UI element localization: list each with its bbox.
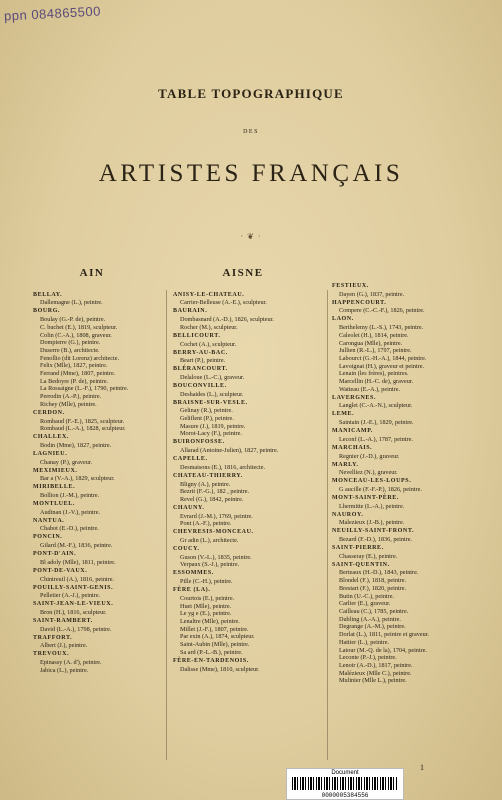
town-entry (173, 350, 323, 365)
artist-line: Verpaux (S.-J.), peintre. (180, 561, 240, 569)
town-name: CHEVRESIS-MONCEAU. (173, 529, 254, 536)
artist-line: Lenaltre (Mlle), peintre. (180, 617, 240, 625)
artist-line: Carlier (E.), graveur. (339, 600, 391, 608)
column-heading: AIN (79, 267, 105, 279)
town-entry (332, 545, 487, 560)
town-entry (33, 451, 161, 466)
column-divider (166, 290, 167, 760)
town-entry (332, 478, 487, 493)
artist-line: Pille (C.-H.), peintre. (180, 578, 233, 586)
artist-line: Degrange (A.-M.), peintre. (339, 623, 406, 631)
town-name: MONT-SAINT-PÈRE. (332, 494, 400, 501)
artist-line: Dallemagne (L.), peintre. (40, 299, 103, 307)
artist-line: Lhermitte (L.-A.), peintre. (339, 502, 405, 510)
artist-line: Gelinay (R.), peintre. (180, 407, 233, 415)
town-name: CHAUNY. (173, 504, 205, 511)
town-entry (173, 439, 323, 454)
artist-line: Lavoignat (H.), graveur et peintre. (339, 362, 425, 370)
town-entry (173, 366, 323, 381)
artist-line: Dorlat (L.), 1811, peintre et graveur. (339, 631, 429, 639)
town-entry (332, 428, 487, 443)
artist-line: La Rossaigne (L.-F.), 1790, peintre. (40, 385, 129, 393)
town-entry (173, 400, 323, 439)
town-entry (173, 570, 323, 585)
town-entry (332, 445, 487, 460)
town-entry (33, 585, 161, 600)
artist-line: Chanay (P.), graveur. (40, 458, 93, 466)
town-name: NAUROY. (332, 511, 364, 518)
column-divider (327, 290, 328, 760)
artist-line: Caleolet (H.), 1814, peintre. (339, 331, 409, 339)
town-name: CHATEAU-THIERRY. (173, 472, 243, 479)
artist-line: Boulay (G.-P. de), peintre. (40, 316, 106, 324)
town-name: BAURAIN. (173, 308, 208, 315)
column-aisne-continued (332, 283, 487, 686)
artist-line: Saint-Aubin (Mlle), peintre. (180, 641, 250, 649)
town-entry (33, 292, 161, 307)
artist-line: Malezieux (J.-B.), peintre. (339, 519, 405, 527)
town-name: ESSOMMES. (173, 570, 214, 577)
town-entry (173, 292, 323, 307)
town-name: LAGNIEU. (33, 450, 68, 457)
town-entry (33, 635, 161, 650)
town-name: CAPELLE. (173, 456, 208, 463)
artist-line: G aucille (F.-F.-P.), 1826, peintre. (339, 485, 422, 493)
town-entry (33, 651, 161, 674)
artist-line: Bezrit (F.-G.), 182 , peintre. (180, 488, 250, 496)
town-entry (173, 546, 323, 569)
artist-line: Bron (H.), 1816, sculpteur. (40, 608, 107, 616)
artist-line: Allarad (Antoine-Julien), 1827, peintre. (180, 447, 279, 455)
artist-line: Dalisse (Mme), 1810, sculpteur. (180, 665, 260, 673)
artist-line: Carrier-Belleuse (A.-E.), sculpteur. (180, 299, 267, 307)
artist-line: Evrard (J.-M.), 1769, peintre. (180, 512, 253, 520)
artist-line: Cochet (A.), sculpteur. (180, 340, 237, 348)
artist-line: Huet (Mlle), peintre. (180, 602, 232, 610)
town-entry (332, 562, 487, 685)
artist-line: Gilard (M.-F.), 1836, peintre. (40, 542, 113, 550)
town-name: BELLAY. (33, 291, 63, 298)
artist-line: Latour (M.-Q. de la), 1704, peintre. (339, 646, 427, 654)
title-line-2: DES (243, 129, 259, 135)
artist-line: Jabica (L.), peintre. (40, 666, 89, 674)
artist-line: Bezard (F.-D.), 1836, peintre. (339, 536, 413, 544)
town-entry (33, 534, 161, 549)
artist-line: C. buchet (E.), 1819, sculpteur. (40, 323, 118, 331)
artist-line: Deshaides (L.), sculpteur. (180, 390, 244, 398)
town-name: MARLY. (332, 461, 359, 468)
town-name: SAINT-JEAN-LE-VIEUX. (33, 601, 114, 608)
artist-line: Pelletier (A.-J.), peintre. (40, 592, 101, 600)
artist-line: Labourct (G.-H.-A.), 1844, peintre. (339, 354, 427, 362)
town-entry (173, 456, 323, 471)
town-name: POUILLY-SAINT-GENIS. (33, 584, 114, 591)
artist-line: Leconf (L.-A.), 1787, peintre. (339, 435, 413, 443)
artist-line: Watteau (E.-A.), peintre. (339, 385, 401, 393)
artist-line: Berthelemy (L.-S.), 1743, peintre. (339, 324, 424, 332)
town-entry (332, 300, 487, 315)
artist-line: Chasseray (E.), peintre. (339, 552, 398, 560)
town-entry (332, 395, 487, 410)
town-entry (332, 512, 487, 527)
artist-line: Chabot (E.-D.), peintre. (40, 525, 99, 533)
artist-line: Hattier (L.), peintre. (339, 638, 389, 646)
artist-line: Cailleau (C.), 1785, peintre. (339, 607, 409, 615)
town-entry (33, 551, 161, 566)
town-name: NEUILLY-SAINT-FRONT. (332, 528, 415, 535)
ornament-icon: · ❦ · (240, 232, 262, 241)
artist-line: Duserre (B.), architecte. (40, 346, 100, 354)
town-name: PONT-DE-VAUX. (33, 567, 88, 574)
town-entry (33, 308, 161, 408)
artist-line: Bodin (Mme), 1827, peintre. (40, 441, 112, 449)
artist-line: Lenoir (A.-D.), 1817, peintre. (339, 661, 413, 669)
artist-line: Chintreuil (A.), 1816, peintre. (40, 575, 115, 583)
artist-line: Berteaux (H.-D.), 1843, peintre. (339, 569, 419, 577)
town-entry (33, 618, 161, 633)
town-entry (33, 410, 161, 433)
town-name: BLÉRANCOURT. (173, 366, 228, 373)
town-name: SAINT-QUENTIN. (332, 561, 390, 568)
artist-line: Richey (Mlle), peintre. (40, 400, 97, 408)
artist-line: Saintain (J.-E.), 1829, peintre. (339, 419, 414, 427)
artist-line: Dubling (A.-A.), peintre. (339, 615, 401, 623)
town-name: MONTLUEL. (33, 501, 75, 508)
town-entry (33, 568, 161, 583)
artist-line: Gr adin (L.), architecte. (180, 537, 239, 545)
town-name: BERRY-AU-BAC. (173, 349, 228, 356)
town-entry (33, 434, 161, 449)
town-name: BELLICOURT. (173, 332, 221, 339)
title-line-1: TABLE TOPOGRAPHIQUE (158, 86, 344, 101)
town-entry (33, 601, 161, 616)
artist-line: Regnier (J.-D.), graveur. (339, 452, 400, 460)
artist-line: Dayen (G.), 1837, peintre. (339, 290, 405, 298)
town-name: MARCHAIS. (332, 444, 373, 451)
artist-line: Brestart (F.), 1820, peintre. (339, 584, 407, 592)
town-name: MIRIBELLE. (33, 484, 76, 491)
town-name: LAVERGNES. (332, 394, 377, 401)
town-entry (173, 505, 323, 528)
artist-line: Desmaisons (E.), 1816, architecte. (180, 463, 266, 471)
town-name: NANTUA. (33, 517, 65, 524)
artist-line: Rocher (M.), sculpteur. (180, 323, 238, 331)
barcode-label (286, 768, 404, 800)
town-name: BUIRONFOSSE. (173, 439, 225, 446)
town-entry (332, 495, 487, 510)
artist-line: Leconte (P.-J.), peintre. (339, 654, 397, 662)
artist-line: Geliflent (P.), peintre. (180, 415, 234, 423)
artist-line: Epinassy (A. d'), peintre. (40, 659, 102, 667)
town-name: MEXIMIEUX. (33, 467, 78, 474)
town-entry (33, 484, 161, 499)
town-entry (332, 316, 487, 393)
artist-line: Millet (J.-F.), 1807, peintre. (180, 625, 249, 633)
town-name: FÈRE-EN-TARDENOIS. (173, 657, 249, 664)
artist-line: Delaloue (L.-C.), graveur. (180, 373, 245, 381)
artist-line: Revel (G.), 1842, peintre. (180, 495, 244, 503)
barcode-icon (292, 777, 398, 790)
barcode-title: Document (331, 770, 359, 776)
artist-line: Le yg e (E.), peintre. (180, 610, 232, 618)
artist-line: Mulinier (Mlle L.), peintre. (339, 677, 407, 685)
town-entry (332, 528, 487, 543)
town-name: PONT-D'AIN. (33, 551, 77, 558)
artist-line: Par exin (A.), 1874, sculpteur. (180, 633, 255, 641)
town-name: MANICAMP. (332, 428, 374, 435)
town-entry (33, 518, 161, 533)
artist-line: Rombaud (F.-E.), 1825, sculpteur. (40, 417, 125, 425)
town-entry (173, 308, 323, 331)
town-name: SAINT-PIERRE. (332, 545, 384, 552)
town-entry (173, 383, 323, 398)
artist-line: Lenain (les frères), peintres. (339, 370, 409, 378)
town-name: CHALLEX. (33, 434, 69, 441)
town-entry (33, 501, 161, 516)
artist-line: Fenollio (dit Lorenz) architecte. (40, 354, 120, 362)
artist-line: Rombaud (L.-A.), 1828, sculpteur. (40, 425, 126, 433)
artist-line: Bar a (V.-A.), 1829, sculpteur. (40, 475, 115, 483)
artist-line: David (L.-A.), 1798, peintre. (40, 625, 112, 633)
artist-line: Malézieux (Mlle C.), peintre. (339, 669, 412, 677)
artist-line: Compere (C.-C.-F.), 1826, peintre. (339, 307, 425, 315)
artist-line: Felix (Mlle), 1827, peintre. (40, 362, 108, 370)
town-name: LEME. (332, 411, 355, 418)
town-name: HAPPENCOURT. (332, 299, 387, 306)
artist-line: Perrodin (A.-P.), peintre. (40, 393, 102, 401)
artist-line: Masure (J.), 1819, peintre. (180, 422, 246, 430)
town-name: BRAISNE-SUR-VESLE. (173, 399, 248, 406)
title-line-3: ARTISTES FRANÇAIS (98, 160, 404, 187)
library-stamp: ppn 084865500 (3, 3, 102, 24)
artist-line: Butin (U.-C.), peintre. (339, 592, 394, 600)
town-name: ANISY-LE-CHATEAU. (173, 291, 245, 298)
artist-line: Ferrand (Mme), 1807, peintre. (40, 370, 116, 378)
column-aisne (173, 267, 323, 675)
artist-line: Sa ard (P.-L.-B.), peintre. (180, 648, 243, 656)
town-entry (173, 529, 323, 544)
town-name: MONCEAU-LES-LOUPS. (332, 478, 412, 485)
artist-line: Colin (C.-A.), 1808, graveur. (40, 331, 112, 339)
artist-line: Morot-Lacy (F.), peintre. (180, 430, 242, 438)
artist-line: Pont (A.-F.), peintre. (180, 520, 232, 528)
artist-line: Bollion (J.-M.), peintre. (40, 492, 100, 500)
artist-line: Beart (P.), peintre. (180, 357, 226, 365)
artist-line: Bligny (A.), peintre. (180, 480, 231, 488)
town-name: FESTIEUX. (332, 283, 369, 289)
artist-line: Carongua (Mlle), peintre. (339, 339, 403, 347)
town-name: LAON. (332, 316, 354, 323)
barcode-number: 0000005384556 (321, 792, 369, 799)
artist-line: Courtois (E.), peintre. (180, 594, 235, 602)
town-name: BOURG. (33, 308, 61, 315)
town-name: TREVOUX. (33, 651, 70, 658)
town-entry (173, 333, 323, 348)
town-entry (173, 587, 323, 656)
town-name: CERDON. (33, 409, 65, 416)
artist-line: Blondel (F.), 1818, peintre. (339, 577, 407, 585)
town-entry (33, 468, 161, 483)
column-heading: AISNE (222, 267, 264, 279)
artist-line: Dombasnard (A.-D.), 1826, sculpteur. (180, 316, 274, 324)
town-name: TRAFFORT. (33, 634, 73, 641)
column-ain (33, 267, 161, 676)
artist-line: Jullien (R.-L.), 1797, peintre. (339, 347, 412, 355)
artist-line: Albert (J.), peintre. (40, 642, 88, 650)
town-entry (332, 411, 487, 426)
artist-line: Guson (V.-L.), 1835, peintre. (180, 553, 252, 561)
town-entry (173, 658, 323, 673)
town-name: SAINT-RAMBERT. (33, 617, 93, 624)
town-name: PONCIN. (33, 534, 63, 541)
town-name: BOUCONVILLE. (173, 382, 227, 389)
town-entry (332, 462, 487, 477)
artist-line: Marcellin (H.-C. de), graveur. (339, 378, 414, 386)
artist-line: Nevelliez (N.), graveur. (339, 469, 398, 477)
town-entry (332, 283, 487, 298)
artist-line: Dompierre (G.), peintre. (40, 339, 101, 347)
town-entry (173, 473, 323, 504)
town-name: COUCY. (173, 546, 200, 553)
artist-line: Bl adoly (Mlle), 1811, peintre. (40, 558, 116, 566)
artist-line: La Bedoyre (P. de), peintre. (40, 377, 109, 385)
artist-line: Langlet (C.-A.-N.), sculpteur. (339, 402, 413, 410)
page-number: 1 (420, 763, 424, 772)
artist-line: Audinan (J.-V.), peintre. (40, 508, 101, 516)
town-name: FÈRE (LA). (173, 587, 211, 594)
